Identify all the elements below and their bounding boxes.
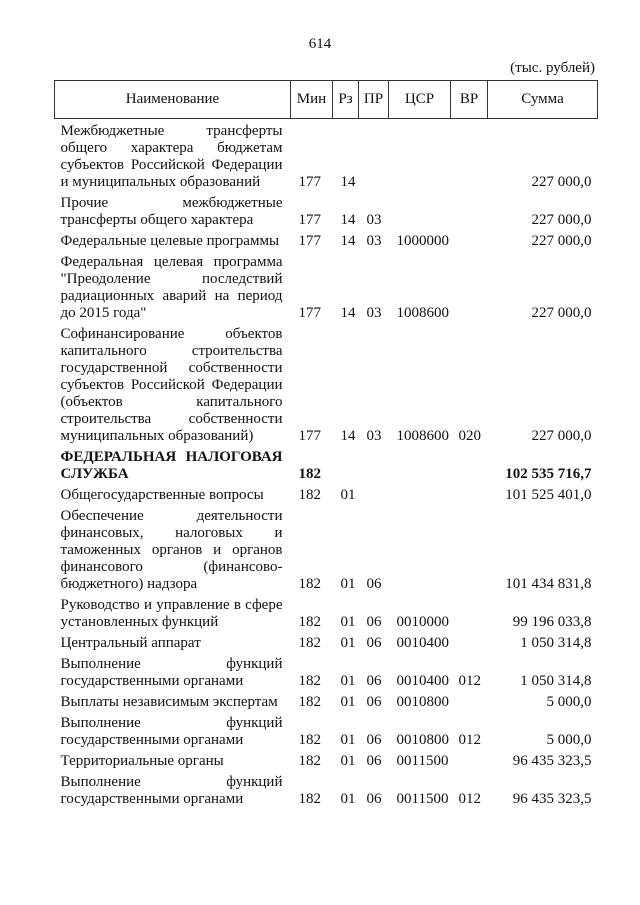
cell-min: 182: [298, 791, 321, 807]
table-row: [55, 749, 598, 770]
cell-pr: 06: [366, 694, 382, 710]
table-row: [55, 690, 598, 711]
header-rz: Рз: [333, 81, 359, 119]
cell-name: Центральный аппарат: [60, 635, 201, 651]
cell-sum: 96 435 323,5: [512, 753, 592, 769]
cell-sum: 101 525 401,0: [505, 487, 592, 503]
cell-csr: 0010400: [396, 673, 449, 689]
cell-vr: [451, 445, 488, 483]
table-row: [55, 504, 598, 593]
cell-min: 182: [298, 635, 321, 651]
header-sum: Сумма: [488, 81, 598, 119]
cell-rz: 14: [340, 174, 356, 190]
cell-csr: 0010800: [396, 694, 449, 710]
cell-name: Федеральные целевые программы: [60, 233, 280, 249]
page-number: 614: [308, 36, 332, 52]
cell-pr: 03: [366, 212, 382, 228]
header-csr: ЦСР: [389, 81, 451, 119]
cell-pr: 06: [366, 635, 382, 651]
table-row: [55, 483, 598, 504]
header-min: Мин: [291, 81, 333, 119]
cell-csr: 1008600: [396, 305, 449, 321]
cell-sum: 5 000,0: [546, 694, 592, 710]
cell-csr: 1000000: [396, 233, 449, 249]
cell-min: 182: [298, 673, 321, 689]
cell-min: 182: [298, 487, 321, 503]
cell-rz: 01: [340, 487, 356, 503]
cell-min: 182: [298, 694, 321, 710]
cell-name: Прочие межбюджетные трансферты общего характера: [60, 195, 283, 228]
cell-rz: 01: [340, 576, 356, 592]
cell-csr: [389, 483, 451, 504]
cell-csr: 0010800: [396, 732, 449, 748]
cell-sum: 227 000,0: [531, 233, 592, 249]
cell-name: Софинансирование объектов капитального строительства государственной собственности субъектов Российской Федерации (объектов капитального строительства собственности муниципальных образований): [60, 326, 283, 444]
table-row: [55, 322, 598, 445]
cell-csr: [389, 445, 451, 483]
cell-pr: [359, 445, 389, 483]
header-pr: ПР: [359, 81, 389, 119]
cell-pr: 03: [366, 233, 382, 249]
cell-sum: 227 000,0: [531, 305, 592, 321]
cell-pr: 03: [366, 428, 382, 444]
cell-name: Межбюджетные трансферты общего характера бюджетам субъектов Российской Федерации и муниципальных образований: [60, 123, 283, 190]
table-row: [55, 770, 598, 808]
table-row: [55, 593, 598, 631]
cell-vr: [451, 631, 488, 652]
cell-name: Территориальные органы: [60, 753, 224, 769]
cell-sum: 5 000,0: [546, 732, 592, 748]
table-row: [55, 631, 598, 652]
cell-rz: 01: [340, 791, 356, 807]
table-header: [55, 81, 598, 119]
cell-rz: 14: [340, 305, 356, 321]
cell-min: 177: [298, 305, 321, 321]
cell-min: 177: [298, 212, 321, 228]
budget-table: [54, 80, 598, 808]
cell-vr: [451, 593, 488, 631]
cell-csr: [389, 191, 451, 229]
cell-pr: 06: [366, 791, 382, 807]
cell-csr: 1008600: [396, 428, 449, 444]
table-row: [55, 652, 598, 690]
cell-min: 182: [298, 753, 321, 769]
cell-vr: [451, 191, 488, 229]
cell-min: 182: [298, 576, 321, 592]
cell-sum: 96 435 323,5: [512, 791, 592, 807]
cell-rz: 01: [340, 694, 356, 710]
cell-vr: [451, 504, 488, 593]
table-row: [55, 119, 598, 192]
table-row: [55, 250, 598, 322]
cell-name: Общегосударственные вопросы: [60, 487, 264, 503]
cell-sum: 101 434 831,8: [505, 576, 592, 592]
cell-csr: 0011500: [396, 753, 449, 769]
cell-rz: 01: [340, 635, 356, 651]
cell-vr: [451, 250, 488, 322]
cell-rz: 01: [340, 614, 356, 630]
cell-min: 177: [298, 233, 321, 249]
cell-pr: 03: [366, 305, 382, 321]
cell-pr: 06: [366, 614, 382, 630]
cell-sum: 1 050 314,8: [520, 635, 592, 651]
cell-name: Выполнение функций государственными органами: [60, 774, 283, 807]
cell-sum: 102 535 716,7: [505, 466, 592, 482]
cell-min: 177: [298, 174, 321, 190]
cell-csr: 0011500: [396, 791, 449, 807]
cell-pr: 06: [366, 673, 382, 689]
cell-name: Выполнение функций государственными органами: [60, 656, 283, 689]
cell-vr: 012: [458, 732, 481, 748]
header-name: Наименование: [55, 81, 291, 119]
cell-rz: 14: [340, 233, 356, 249]
cell-name: Руководство и управление в сфере установленных функций: [60, 597, 283, 630]
header-vr: ВР: [451, 81, 488, 119]
cell-sum: 1 050 314,8: [520, 673, 592, 689]
cell-name: Выплаты независимым экспертам: [60, 694, 278, 710]
cell-rz: [333, 445, 359, 483]
cell-rz: 14: [340, 212, 356, 228]
cell-csr: [389, 504, 451, 593]
cell-csr: [389, 119, 451, 192]
cell-min: 182: [298, 732, 321, 748]
cell-min: 182: [298, 466, 321, 482]
cell-pr: [359, 119, 389, 192]
cell-sum: 227 000,0: [531, 428, 592, 444]
units-label: (тыс. рублей): [510, 60, 595, 76]
cell-rz: 01: [340, 732, 356, 748]
cell-vr: [451, 119, 488, 192]
cell-min: 182: [298, 614, 321, 630]
cell-csr: 0010000: [396, 614, 449, 630]
cell-vr: 020: [458, 428, 481, 444]
cell-pr: [359, 483, 389, 504]
cell-pr: 06: [366, 732, 382, 748]
table-row: [55, 711, 598, 749]
cell-pr: 06: [366, 753, 382, 769]
cell-name: Обеспечение деятельности финансовых, налоговых и таможенных органов и органов финансового (финансово-бюджетного) надзора: [60, 508, 283, 592]
cell-vr: [451, 483, 488, 504]
cell-sum: 227 000,0: [531, 212, 592, 228]
table-row: [55, 445, 598, 483]
cell-min: 177: [298, 428, 321, 444]
cell-name: ФЕДЕРАЛЬНАЯ НАЛОГОВАЯ СЛУЖБА: [60, 449, 283, 482]
cell-rz: 01: [340, 753, 356, 769]
table-row: [55, 229, 598, 250]
cell-sum: 99 196 033,8: [512, 614, 592, 630]
cell-vr: [451, 229, 488, 250]
cell-vr: 012: [458, 673, 481, 689]
cell-vr: [451, 749, 488, 770]
cell-pr: 06: [366, 576, 382, 592]
cell-sum: 227 000,0: [531, 174, 592, 190]
table-row: [55, 191, 598, 229]
cell-vr: [451, 690, 488, 711]
cell-name: Выполнение функций государственными органами: [60, 715, 283, 748]
cell-name: Федеральная целевая программа "Преодоление последствий радиационных аварий на период до 2015 года": [60, 254, 283, 321]
cell-rz: 14: [340, 428, 356, 444]
cell-csr: 0010400: [396, 635, 449, 651]
cell-vr: 012: [458, 791, 481, 807]
cell-rz: 01: [340, 673, 356, 689]
